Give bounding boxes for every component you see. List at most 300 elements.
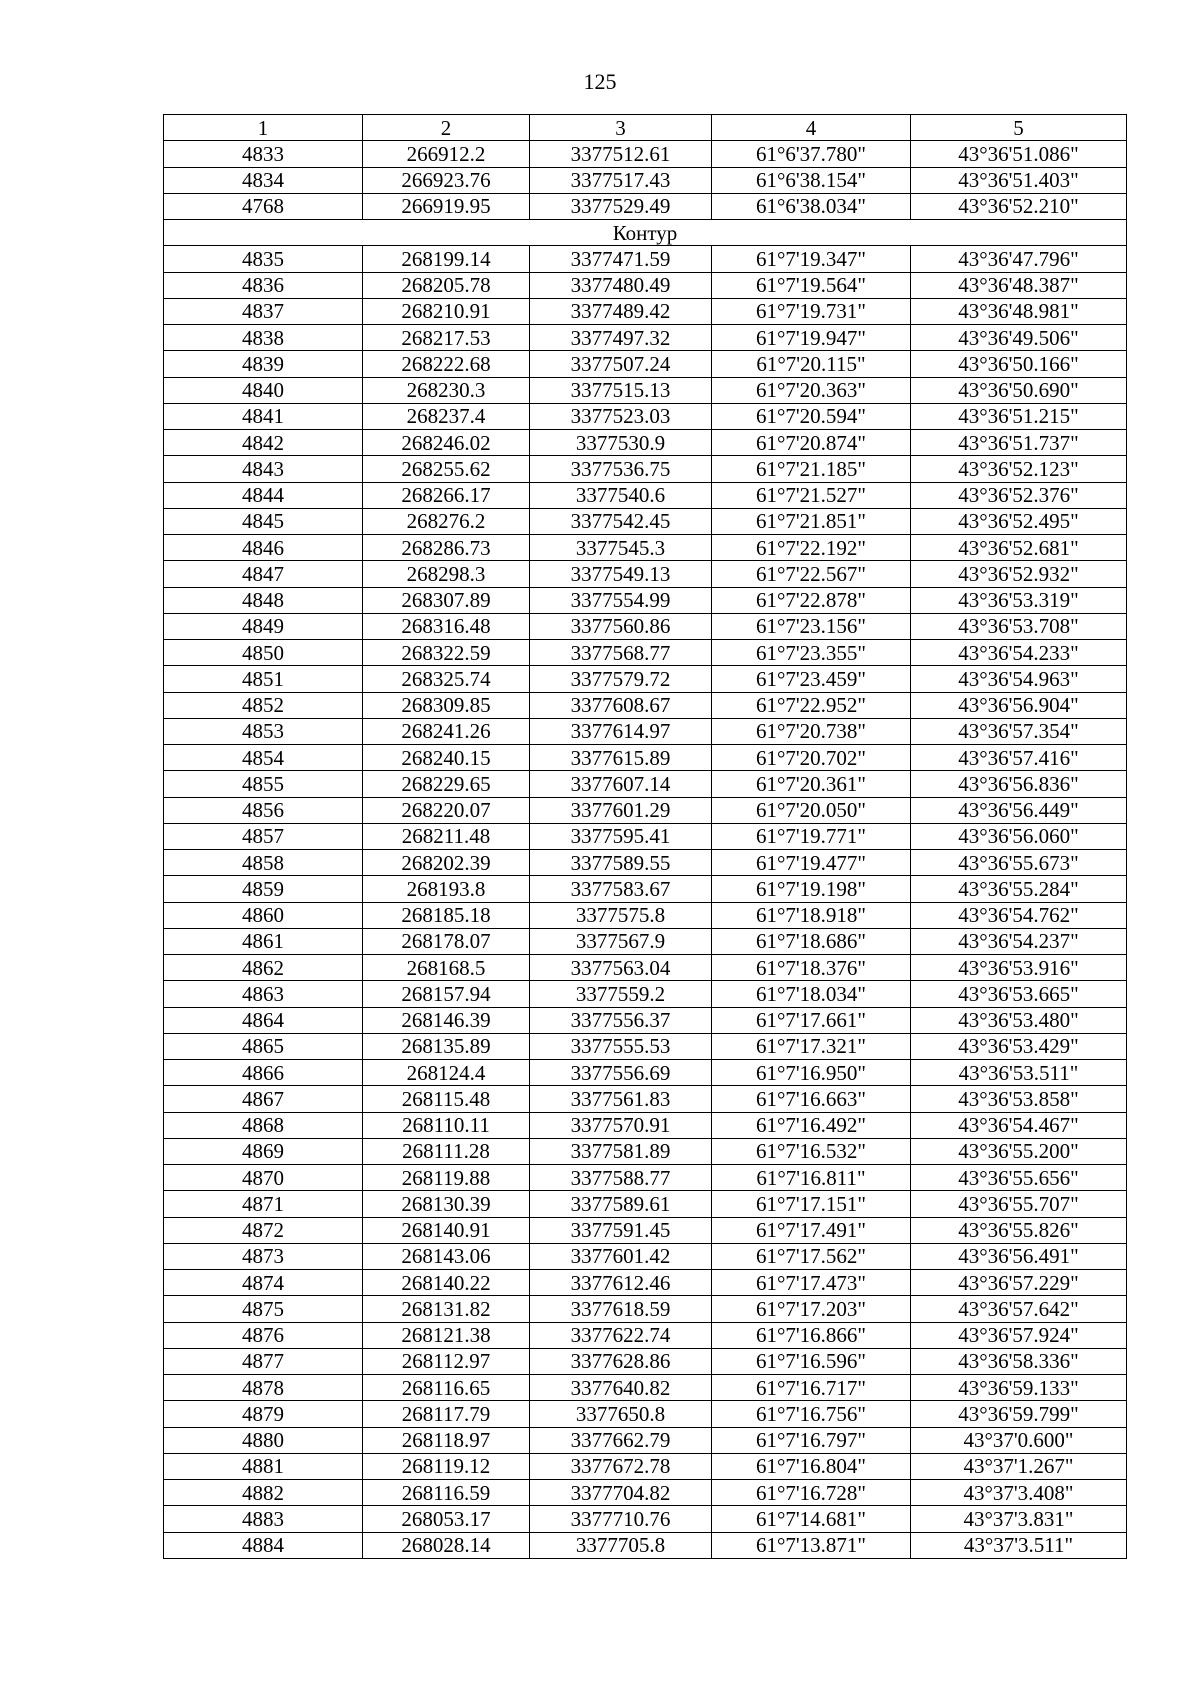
column-number-cell: 1	[164, 115, 363, 141]
table-row	[164, 325, 1127, 351]
table-row	[164, 482, 1127, 508]
table-cell: 61°7'14.681"	[712, 1506, 911, 1532]
table-cell: 4854	[164, 745, 363, 771]
table-cell: 43°36'50.690"	[911, 377, 1127, 403]
table-cell: 43°36'48.387"	[911, 272, 1127, 298]
table-cell: 61°7'19.947"	[712, 325, 911, 351]
table-cell: 61°7'23.459"	[712, 666, 911, 692]
table-cell: 61°7'20.115"	[712, 351, 911, 377]
table-cell: 43°36'54.467"	[911, 1112, 1127, 1138]
coordinates-table	[163, 114, 1127, 1559]
table-row	[164, 1296, 1127, 1322]
table-cell: 61°7'21.851"	[712, 508, 911, 534]
table-cell: 43°36'48.981"	[911, 298, 1127, 324]
table-cell: 3377560.86	[530, 613, 712, 639]
table-cell: 4840	[164, 377, 363, 403]
table-cell: 4853	[164, 718, 363, 744]
table-cell: 43°36'53.480"	[911, 1007, 1127, 1033]
table-cell: 61°7'17.491"	[712, 1217, 911, 1243]
table-cell: 268121.38	[363, 1322, 530, 1348]
table-cell: 43°37'3.408"	[911, 1480, 1127, 1506]
table-cell: 4859	[164, 876, 363, 902]
table-cell: 61°7'16.811"	[712, 1165, 911, 1191]
table-cell: 4851	[164, 666, 363, 692]
table-cell: 43°36'56.491"	[911, 1243, 1127, 1269]
table-cell: 268146.39	[363, 1007, 530, 1033]
table-cell: 268193.8	[363, 876, 530, 902]
table-cell: 43°36'50.166"	[911, 351, 1127, 377]
table-cell: 43°36'47.796"	[911, 246, 1127, 272]
table-cell: 61°7'18.376"	[712, 955, 911, 981]
table-row	[164, 587, 1127, 613]
table-row	[164, 1112, 1127, 1138]
table-row	[164, 1217, 1127, 1243]
table-cell: 3377672.78	[530, 1453, 712, 1479]
table-row	[164, 1453, 1127, 1479]
table-cell: 4866	[164, 1060, 363, 1086]
table-row	[164, 193, 1127, 219]
table-cell: 3377559.2	[530, 981, 712, 1007]
table-cell: 4870	[164, 1165, 363, 1191]
table-cell: 268309.85	[363, 692, 530, 718]
table-cell: 268185.18	[363, 902, 530, 928]
table-cell: 4839	[164, 351, 363, 377]
table-cell: 61°7'20.594"	[712, 403, 911, 429]
table-cell: 61°7'22.567"	[712, 561, 911, 587]
table-cell: 3377507.24	[530, 351, 712, 377]
table-cell: 3377515.13	[530, 377, 712, 403]
table-cell: 43°36'59.799"	[911, 1401, 1127, 1427]
table-cell: 43°36'59.133"	[911, 1375, 1127, 1401]
table-cell: 4860	[164, 902, 363, 928]
table-cell: 4876	[164, 1322, 363, 1348]
table-cell: 4883	[164, 1506, 363, 1532]
table-row	[164, 902, 1127, 928]
table-cell: 268053.17	[363, 1506, 530, 1532]
table-row	[164, 876, 1127, 902]
table-cell: 61°7'20.738"	[712, 718, 911, 744]
table-cell: 61°7'22.192"	[712, 535, 911, 561]
table-cell: 61°7'19.347"	[712, 246, 911, 272]
table-row	[164, 403, 1127, 429]
table-cell: 4837	[164, 298, 363, 324]
table-cell: 61°7'17.661"	[712, 1007, 911, 1033]
table-cell: 268246.02	[363, 430, 530, 456]
table-cell: 4843	[164, 456, 363, 482]
table-cell: 43°37'3.831"	[911, 1506, 1127, 1532]
table-cell: 3377542.45	[530, 508, 712, 534]
table-cell: 4768	[164, 193, 363, 219]
table-cell: 268307.89	[363, 587, 530, 613]
table-cell: 43°36'49.506"	[911, 325, 1127, 351]
column-number-cell: 3	[530, 115, 712, 141]
table-row	[164, 1243, 1127, 1269]
table-cell: 4861	[164, 928, 363, 954]
table-cell: 43°36'57.416"	[911, 745, 1127, 771]
table-cell: 4882	[164, 1480, 363, 1506]
table-cell: 61°7'18.034"	[712, 981, 911, 1007]
table-cell: 61°7'16.950"	[712, 1060, 911, 1086]
table-cell: 4858	[164, 850, 363, 876]
table-cell: 268229.65	[363, 771, 530, 797]
table-cell: 3377554.99	[530, 587, 712, 613]
table-row	[164, 1480, 1127, 1506]
table-cell: 43°36'52.932"	[911, 561, 1127, 587]
table-cell: 4855	[164, 771, 363, 797]
table-cell: 4862	[164, 955, 363, 981]
table-cell: 4874	[164, 1270, 363, 1296]
table-cell: 268119.12	[363, 1453, 530, 1479]
coordinates-table-body	[164, 115, 1127, 1559]
table-cell: 4878	[164, 1375, 363, 1401]
table-cell: 4884	[164, 1532, 363, 1558]
table-cell: 61°6'37.780"	[712, 141, 911, 167]
table-cell: 4856	[164, 797, 363, 823]
table-cell: 268230.3	[363, 377, 530, 403]
table-cell: 268199.14	[363, 246, 530, 272]
table-cell: 268130.39	[363, 1191, 530, 1217]
table-cell: 43°36'55.656"	[911, 1165, 1127, 1191]
table-cell: 4846	[164, 535, 363, 561]
table-cell: 268112.97	[363, 1348, 530, 1374]
table-cell: 43°36'52.681"	[911, 535, 1127, 561]
table-row	[164, 1348, 1127, 1374]
table-cell: 268298.3	[363, 561, 530, 587]
table-cell: 61°7'19.564"	[712, 272, 911, 298]
table-cell: 268118.97	[363, 1427, 530, 1453]
table-cell: 268211.48	[363, 823, 530, 849]
table-cell: 3377618.59	[530, 1296, 712, 1322]
table-cell: 61°7'13.871"	[712, 1532, 911, 1558]
table-cell: 43°36'54.237"	[911, 928, 1127, 954]
table-cell: 43°36'57.229"	[911, 1270, 1127, 1296]
table-row	[164, 535, 1127, 561]
section-row	[164, 220, 1127, 246]
table-cell: 61°7'16.728"	[712, 1480, 911, 1506]
table-cell: 4847	[164, 561, 363, 587]
table-cell: 43°36'53.429"	[911, 1033, 1127, 1059]
table-cell: 3377517.43	[530, 167, 712, 193]
table-row	[164, 1506, 1127, 1532]
table-cell: 3377555.53	[530, 1033, 712, 1059]
table-cell: 3377529.49	[530, 193, 712, 219]
table-cell: 3377512.61	[530, 141, 712, 167]
table-cell: 268220.07	[363, 797, 530, 823]
table-cell: 3377545.3	[530, 535, 712, 561]
table-cell: 268325.74	[363, 666, 530, 692]
table-cell: 4879	[164, 1401, 363, 1427]
table-cell: 61°6'38.034"	[712, 193, 911, 219]
table-cell: 268178.07	[363, 928, 530, 954]
table-cell: 3377567.9	[530, 928, 712, 954]
table-cell: 4865	[164, 1033, 363, 1059]
table-row	[164, 1033, 1127, 1059]
table-cell: 43°36'52.123"	[911, 456, 1127, 482]
table-cell: 61°7'16.717"	[712, 1375, 911, 1401]
table-cell: 268241.26	[363, 718, 530, 744]
table-cell: 3377471.59	[530, 246, 712, 272]
table-cell: 61°7'22.878"	[712, 587, 911, 613]
table-cell: 3377650.8	[530, 1401, 712, 1427]
table-row	[164, 456, 1127, 482]
table-cell: 4877	[164, 1348, 363, 1374]
table-cell: 3377556.37	[530, 1007, 712, 1033]
table-cell: 61°7'20.361"	[712, 771, 911, 797]
table-cell: 43°36'53.319"	[911, 587, 1127, 613]
table-cell: 268205.78	[363, 272, 530, 298]
table-cell: 61°7'23.156"	[712, 613, 911, 639]
table-cell: 268117.79	[363, 1401, 530, 1427]
table-cell: 43°36'55.673"	[911, 850, 1127, 876]
table-cell: 268240.15	[363, 745, 530, 771]
table-cell: 43°36'56.904"	[911, 692, 1127, 718]
table-row	[164, 745, 1127, 771]
table-cell: 43°36'54.233"	[911, 640, 1127, 666]
table-cell: 61°7'17.562"	[712, 1243, 911, 1269]
table-row	[164, 377, 1127, 403]
table-cell: 268222.68	[363, 351, 530, 377]
table-row	[164, 955, 1127, 981]
section-label: Контур	[164, 220, 1127, 246]
table-cell: 43°36'55.707"	[911, 1191, 1127, 1217]
table-cell: 3377575.8	[530, 902, 712, 928]
table-cell: 268255.62	[363, 456, 530, 482]
table-cell: 3377489.42	[530, 298, 712, 324]
table-cell: 3377556.69	[530, 1060, 712, 1086]
column-number-cell: 5	[911, 115, 1127, 141]
table-cell: 4873	[164, 1243, 363, 1269]
table-cell: 61°7'16.532"	[712, 1138, 911, 1164]
table-cell: 61°7'18.686"	[712, 928, 911, 954]
table-cell: 3377588.77	[530, 1165, 712, 1191]
table-cell: 61°7'17.473"	[712, 1270, 911, 1296]
table-row	[164, 666, 1127, 692]
table-cell: 43°36'57.924"	[911, 1322, 1127, 1348]
column-number-cell: 2	[363, 115, 530, 141]
table-cell: 4845	[164, 508, 363, 534]
table-cell: 268237.4	[363, 403, 530, 429]
table-cell: 61°7'16.596"	[712, 1348, 911, 1374]
table-cell: 268276.2	[363, 508, 530, 534]
table-cell: 266919.95	[363, 193, 530, 219]
table-row	[164, 298, 1127, 324]
table-cell: 43°37'1.267"	[911, 1453, 1127, 1479]
table-cell: 43°37'3.511"	[911, 1532, 1127, 1558]
table-cell: 3377628.86	[530, 1348, 712, 1374]
table-row	[164, 561, 1127, 587]
table-cell: 43°36'53.916"	[911, 955, 1127, 981]
table-cell: 268028.14	[363, 1532, 530, 1558]
table-row	[164, 246, 1127, 272]
table-cell: 4871	[164, 1191, 363, 1217]
table-cell: 3377589.55	[530, 850, 712, 876]
table-row	[164, 272, 1127, 298]
table-cell: 268143.06	[363, 1243, 530, 1269]
table-cell: 43°36'53.708"	[911, 613, 1127, 639]
table-cell: 3377705.8	[530, 1532, 712, 1558]
table-row	[164, 1086, 1127, 1112]
table-cell: 3377540.6	[530, 482, 712, 508]
table-cell: 268202.39	[363, 850, 530, 876]
table-cell: 4842	[164, 430, 363, 456]
table-cell: 268316.48	[363, 613, 530, 639]
table-row	[164, 692, 1127, 718]
table-cell: 43°36'53.511"	[911, 1060, 1127, 1086]
table-cell: 43°36'57.642"	[911, 1296, 1127, 1322]
table-row	[164, 850, 1127, 876]
table-cell: 43°36'56.836"	[911, 771, 1127, 797]
table-cell: 3377591.45	[530, 1217, 712, 1243]
table-cell: 61°7'20.050"	[712, 797, 911, 823]
table-row	[164, 1401, 1127, 1427]
table-cell: 4864	[164, 1007, 363, 1033]
table-cell: 4849	[164, 613, 363, 639]
table-cell: 61°6'38.154"	[712, 167, 911, 193]
table-cell: 43°37'0.600"	[911, 1427, 1127, 1453]
table-cell: 61°7'22.952"	[712, 692, 911, 718]
column-number-row	[164, 115, 1127, 141]
table-cell: 3377615.89	[530, 745, 712, 771]
table-cell: 4844	[164, 482, 363, 508]
table-cell: 61°7'20.363"	[712, 377, 911, 403]
table-cell: 43°36'52.495"	[911, 508, 1127, 534]
table-cell: 61°7'19.771"	[712, 823, 911, 849]
table-row	[164, 141, 1127, 167]
table-cell: 3377549.13	[530, 561, 712, 587]
table-row	[164, 1322, 1127, 1348]
table-cell: 43°36'51.737"	[911, 430, 1127, 456]
table-cell: 268322.59	[363, 640, 530, 666]
table-cell: 43°36'56.060"	[911, 823, 1127, 849]
table-cell: 61°7'16.756"	[712, 1401, 911, 1427]
table-cell: 61°7'20.702"	[712, 745, 911, 771]
table-cell: 43°36'54.762"	[911, 902, 1127, 928]
table-cell: 266923.76	[363, 167, 530, 193]
table-cell: 268210.91	[363, 298, 530, 324]
table-cell: 3377589.61	[530, 1191, 712, 1217]
table-cell: 4841	[164, 403, 363, 429]
table-cell: 61°7'21.185"	[712, 456, 911, 482]
table-cell: 3377497.32	[530, 325, 712, 351]
table-cell: 3377704.82	[530, 1480, 712, 1506]
table-cell: 268119.88	[363, 1165, 530, 1191]
table-cell: 268116.65	[363, 1375, 530, 1401]
table-cell: 61°7'17.203"	[712, 1296, 911, 1322]
table-row	[164, 640, 1127, 666]
table-cell: 3377530.9	[530, 430, 712, 456]
table-cell: 61°7'23.355"	[712, 640, 911, 666]
table-cell: 43°36'52.210"	[911, 193, 1127, 219]
table-cell: 43°36'51.215"	[911, 403, 1127, 429]
table-cell: 43°36'54.963"	[911, 666, 1127, 692]
table-cell: 3377640.82	[530, 1375, 712, 1401]
table-cell: 4867	[164, 1086, 363, 1112]
table-cell: 4833	[164, 141, 363, 167]
table-cell: 4834	[164, 167, 363, 193]
table-row	[164, 351, 1127, 377]
table-cell: 3377480.49	[530, 272, 712, 298]
table-cell: 4835	[164, 246, 363, 272]
table-cell: 3377662.79	[530, 1427, 712, 1453]
table-cell: 4869	[164, 1138, 363, 1164]
table-row	[164, 1375, 1127, 1401]
table-cell: 3377710.76	[530, 1506, 712, 1532]
table-cell: 43°36'57.354"	[911, 718, 1127, 744]
table-cell: 61°7'17.151"	[712, 1191, 911, 1217]
table-cell: 3377579.72	[530, 666, 712, 692]
table-row	[164, 797, 1127, 823]
table-cell: 61°7'21.527"	[712, 482, 911, 508]
table-row	[164, 167, 1127, 193]
table-cell: 268135.89	[363, 1033, 530, 1059]
table-cell: 61°7'16.492"	[712, 1112, 911, 1138]
table-row	[164, 1060, 1127, 1086]
table-row	[164, 823, 1127, 849]
table-cell: 61°7'18.918"	[712, 902, 911, 928]
table-cell: 43°36'53.665"	[911, 981, 1127, 1007]
table-cell: 61°7'16.663"	[712, 1086, 911, 1112]
table-row	[164, 1270, 1127, 1296]
table-cell: 268110.11	[363, 1112, 530, 1138]
table-cell: 43°36'58.336"	[911, 1348, 1127, 1374]
table-cell: 61°7'19.731"	[712, 298, 911, 324]
table-cell: 266912.2	[363, 141, 530, 167]
table-row	[164, 928, 1127, 954]
table-cell: 3377622.74	[530, 1322, 712, 1348]
table-cell: 268116.59	[363, 1480, 530, 1506]
table-cell: 43°36'52.376"	[911, 482, 1127, 508]
table-row	[164, 508, 1127, 534]
table-row	[164, 771, 1127, 797]
table-cell: 4848	[164, 587, 363, 613]
table-cell: 43°36'51.403"	[911, 167, 1127, 193]
table-cell: 268115.48	[363, 1086, 530, 1112]
table-cell: 61°7'16.866"	[712, 1322, 911, 1348]
table-cell: 3377563.04	[530, 955, 712, 981]
table-cell: 268111.28	[363, 1138, 530, 1164]
table-cell: 4857	[164, 823, 363, 849]
table-cell: 268131.82	[363, 1296, 530, 1322]
table-cell: 3377536.75	[530, 456, 712, 482]
table-cell: 3377612.46	[530, 1270, 712, 1296]
table-row	[164, 1427, 1127, 1453]
table-cell: 268168.5	[363, 955, 530, 981]
table-cell: 3377568.77	[530, 640, 712, 666]
table-cell: 4872	[164, 1217, 363, 1243]
table-cell: 3377601.42	[530, 1243, 712, 1269]
table-cell: 3377583.67	[530, 876, 712, 902]
table-cell: 3377561.83	[530, 1086, 712, 1112]
table-row	[164, 981, 1127, 1007]
table-cell: 268217.53	[363, 325, 530, 351]
table-cell: 3377595.41	[530, 823, 712, 849]
table-cell: 61°7'16.804"	[712, 1453, 911, 1479]
table-cell: 268157.94	[363, 981, 530, 1007]
table-row	[164, 613, 1127, 639]
table-cell: 61°7'17.321"	[712, 1033, 911, 1059]
table-cell: 43°36'56.449"	[911, 797, 1127, 823]
table-cell: 268140.91	[363, 1217, 530, 1243]
table-cell: 3377608.67	[530, 692, 712, 718]
table-cell: 61°7'16.797"	[712, 1427, 911, 1453]
table-cell: 4875	[164, 1296, 363, 1322]
column-number-cell: 4	[712, 115, 911, 141]
page-number: 125	[583, 69, 617, 94]
table-row	[164, 430, 1127, 456]
table-row	[164, 1191, 1127, 1217]
table-cell: 61°7'19.198"	[712, 876, 911, 902]
table-cell: 3377614.97	[530, 718, 712, 744]
